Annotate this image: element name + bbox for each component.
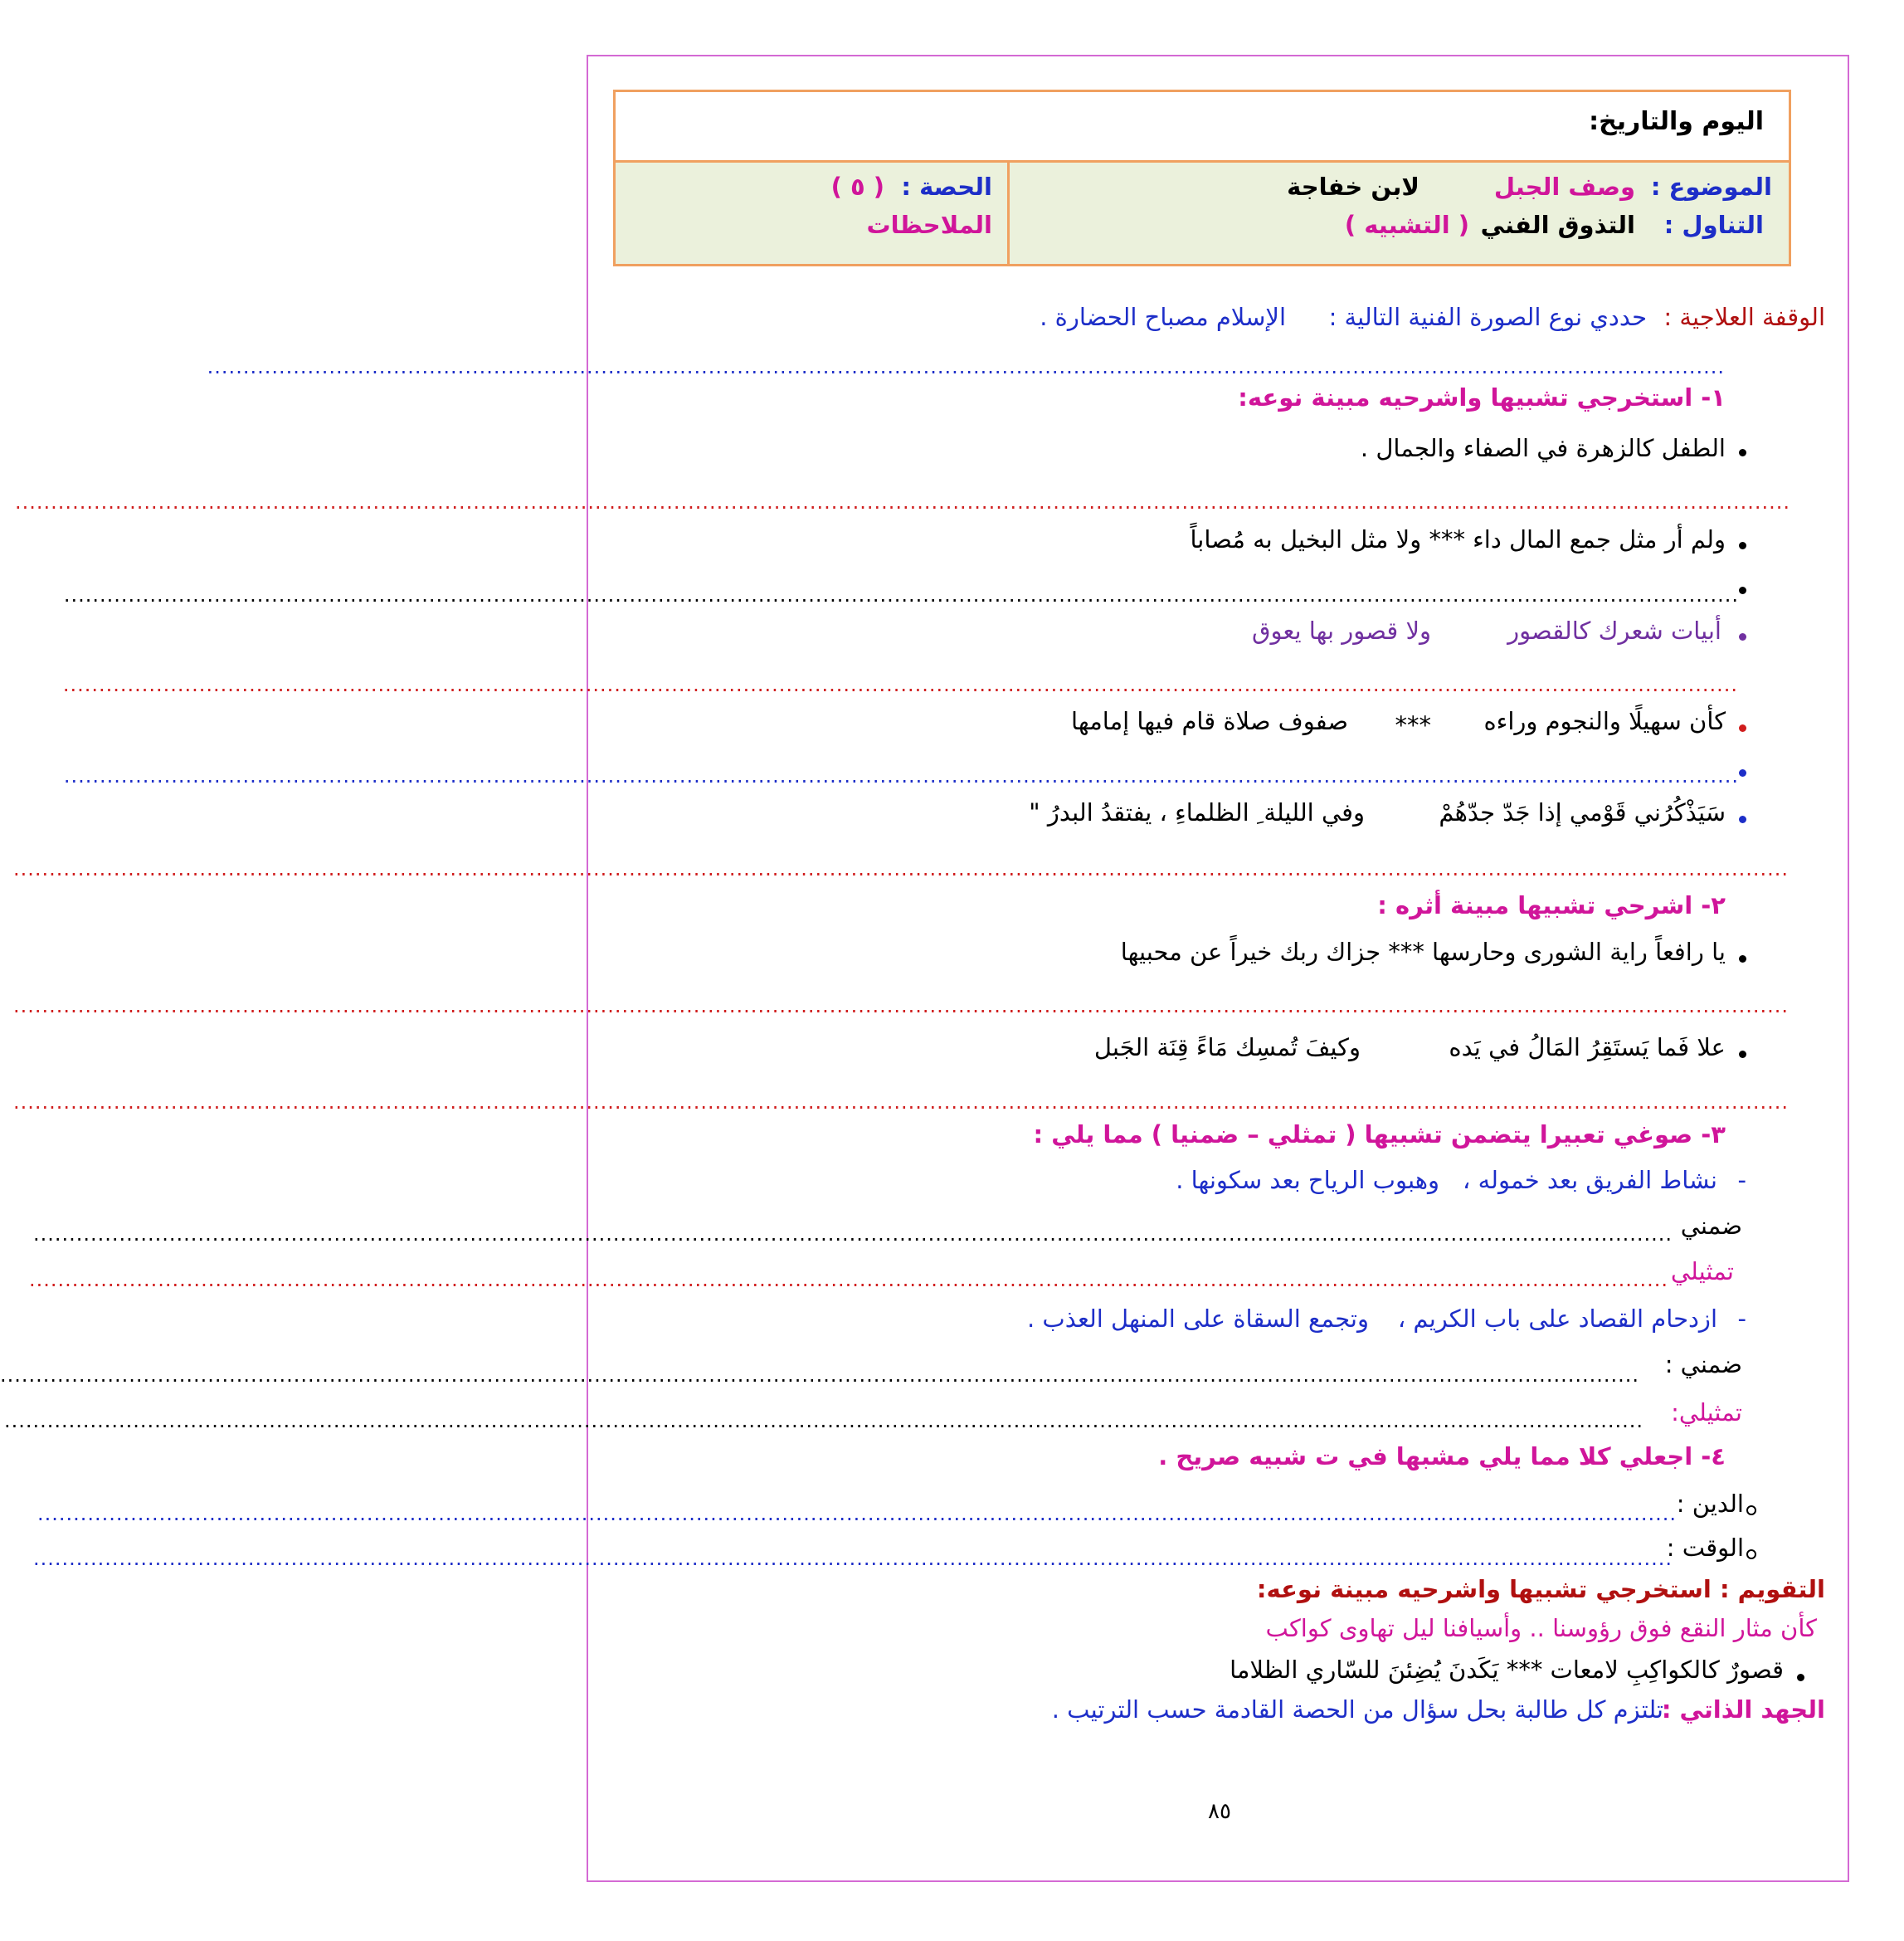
answer-line: ........................................................................................................................................................................................................................................................ [13, 857, 1789, 880]
q1-item-4b: صفوف صلاة قام فيها إمامها [1071, 707, 1348, 735]
question-4-title: ٤- اجعلي كلا مما يلي مشبها في ت شبيه صريح . [1158, 1442, 1726, 1470]
therapy-label: الوقفة العلاجية : [1663, 303, 1825, 331]
notes-label: الملاحظات [866, 211, 992, 239]
q3-item-2b: وتجمع السقاة على المنهل العذب . [1027, 1305, 1369, 1333]
dash: - [1737, 1305, 1746, 1333]
lesson-label: الحصة : [901, 173, 992, 201]
header-divider [1007, 163, 1010, 264]
bullet [1739, 769, 1746, 777]
subject-author: لابن خفاجة [1287, 173, 1419, 201]
q4-item-2: الوقت : [1666, 1534, 1744, 1562]
answer-line: ........................................................................................................................................................................................................................................................ [15, 490, 1790, 514]
q2-item-1: يا رافعاً راية الشورى وحارسها *** جزاك ربك خيراً عن محبيها [1120, 938, 1726, 966]
q3-item-1-representative: تمثيلي [1670, 1257, 1734, 1285]
self-effort-text: تلتزم كل طالبة بحل سؤال من الحصة القادمة حسب الترتيب . [1051, 1695, 1663, 1724]
q1-item-4-sep: *** [1395, 711, 1431, 739]
q2-item-2a: علا فَما يَستَقِرُ المَالُ في يَده [1449, 1033, 1726, 1061]
bullet [1739, 542, 1746, 549]
coverage-label: التناول : [1663, 211, 1764, 239]
circle-bullet [1746, 1505, 1756, 1515]
bullet [1739, 633, 1746, 641]
circle-bullet [1746, 1549, 1756, 1559]
lesson-value: ( ٥ ) [830, 173, 884, 201]
subject-label: الموضوع : [1650, 173, 1772, 201]
answer-line: ........................................................................................................................................................................................................................................................ [13, 1090, 1789, 1114]
answer-line: ..................................................................................................................................................................................................................................... [3, 1409, 1643, 1432]
q1-item-3b: ولا قصور بها يعوق [1251, 617, 1431, 645]
coverage-type: ( التشبيه ) [1344, 211, 1469, 239]
q1-item-4a: كأن سهيلًا والنجوم وراءه [1483, 707, 1726, 735]
evaluation-verse-1: كأن مثار النقع فوق رؤوسنا .. وأسيافنا ليل تهاوى كواكب [1265, 1614, 1817, 1642]
bullet [1739, 955, 1746, 963]
answer-line: .......................................................................................................................................................................................................................................... [63, 583, 1739, 607]
answer-line: .......................................................................................................................................................................................................................................... [62, 673, 1738, 696]
bullet [1739, 724, 1746, 732]
day-date-label: اليوم والتاريخ: [1589, 107, 1764, 136]
question-1-title: ١- استخرجي تشبيها واشرحيه مبينة نوعه: [1238, 383, 1726, 412]
day-date-row [616, 92, 1789, 163]
bullet [1739, 816, 1746, 823]
q1-item-5a: سَيَذْكُرُني قَوْمي إذا جَدّ جدّهُمْ [1439, 798, 1726, 827]
answer-line: .................................................................................................................................................................................................................... [207, 355, 1725, 378]
lesson-header-table [613, 90, 1791, 266]
answer-line: ..................................................................................................................................................................................................................................... [32, 1547, 1673, 1570]
q3-item-2-implicit: ضمني : [1664, 1350, 1742, 1378]
answer-line: ..................................................................................................................................................................................................................................... [32, 1222, 1673, 1246]
lesson-info-row [616, 163, 1789, 264]
coverage-value: التذوق الفني [1480, 211, 1635, 239]
q2-item-2b: وكيفَ تُمسِك مَاءً قِنَة الجَبل [1093, 1033, 1361, 1061]
q1-item-1: الطفل كالزهرة في الصفاء والجمال . [1360, 434, 1726, 462]
q1-item-2: ولم أر مثل جمع المال داء *** ولا مثل البخيل به مُصاباً [1190, 525, 1726, 554]
bullet [1739, 449, 1746, 456]
q1-item-5b: وفي الليلة ِ الظلماءِ ، يفتقدُ البدرُ " [1029, 798, 1365, 827]
q3-item-1b: وهبوب الرياح بعد سكونها . [1176, 1166, 1439, 1194]
q3-item-1a: نشاط الفريق بعد خموله ، [1463, 1166, 1717, 1194]
q3-item-2a: ازدحام القصاد على باب الكريم ، [1397, 1305, 1717, 1333]
question-3-title: ٣- صوغي تعبيرا يتضمن تشبيها ( تمثلي – ضمنيا ) مما يلي : [1033, 1120, 1726, 1149]
bullet [1797, 1674, 1804, 1681]
therapy-example: الإسلام مصباح الحضارة . [1040, 303, 1286, 331]
bullet [1739, 1051, 1746, 1058]
dash: - [1737, 1166, 1746, 1194]
question-2-title: ٢- اشرحي تشبيها مبينة أثره : [1377, 891, 1726, 919]
self-effort-label: الجهد الذاتي : [1661, 1695, 1825, 1724]
q4-item-1: الدين : [1676, 1490, 1744, 1518]
answer-line: ........................................................................................................................................................................................................................................................ [13, 994, 1789, 1017]
q3-item-2-representative: تمثيلي: [1671, 1398, 1742, 1426]
therapy-prompt: حددي نوع الصورة الفنية التالية : [1328, 303, 1647, 331]
answer-line: ..................................................................................................................................................................................................................................... [0, 1363, 1639, 1387]
evaluation-verse-2: قصورٌ كالكواكِبِ لامعات *** يَكَدنَ يُضِئنَ للسّاري الظلاما [1230, 1656, 1784, 1684]
q3-item-1-implicit: ضمني [1680, 1212, 1742, 1240]
bullet [1739, 587, 1746, 594]
evaluation-label: التقويم : استخرجي تشبيها واشرحيه مبينة نوعه: [1256, 1575, 1825, 1603]
page-number: ٨٥ [1208, 1799, 1231, 1824]
subject-value: وصف الجبل [1493, 173, 1635, 201]
answer-line: .......................................................................................................................................................................................................................................... [63, 764, 1739, 788]
answer-line: ..................................................................................................................................................................................................................................... [28, 1268, 1668, 1291]
q1-item-3a: أبيات شعرك كالقصور [1507, 617, 1721, 645]
answer-line: ..................................................................................................................................................................................................................................... [37, 1502, 1677, 1525]
